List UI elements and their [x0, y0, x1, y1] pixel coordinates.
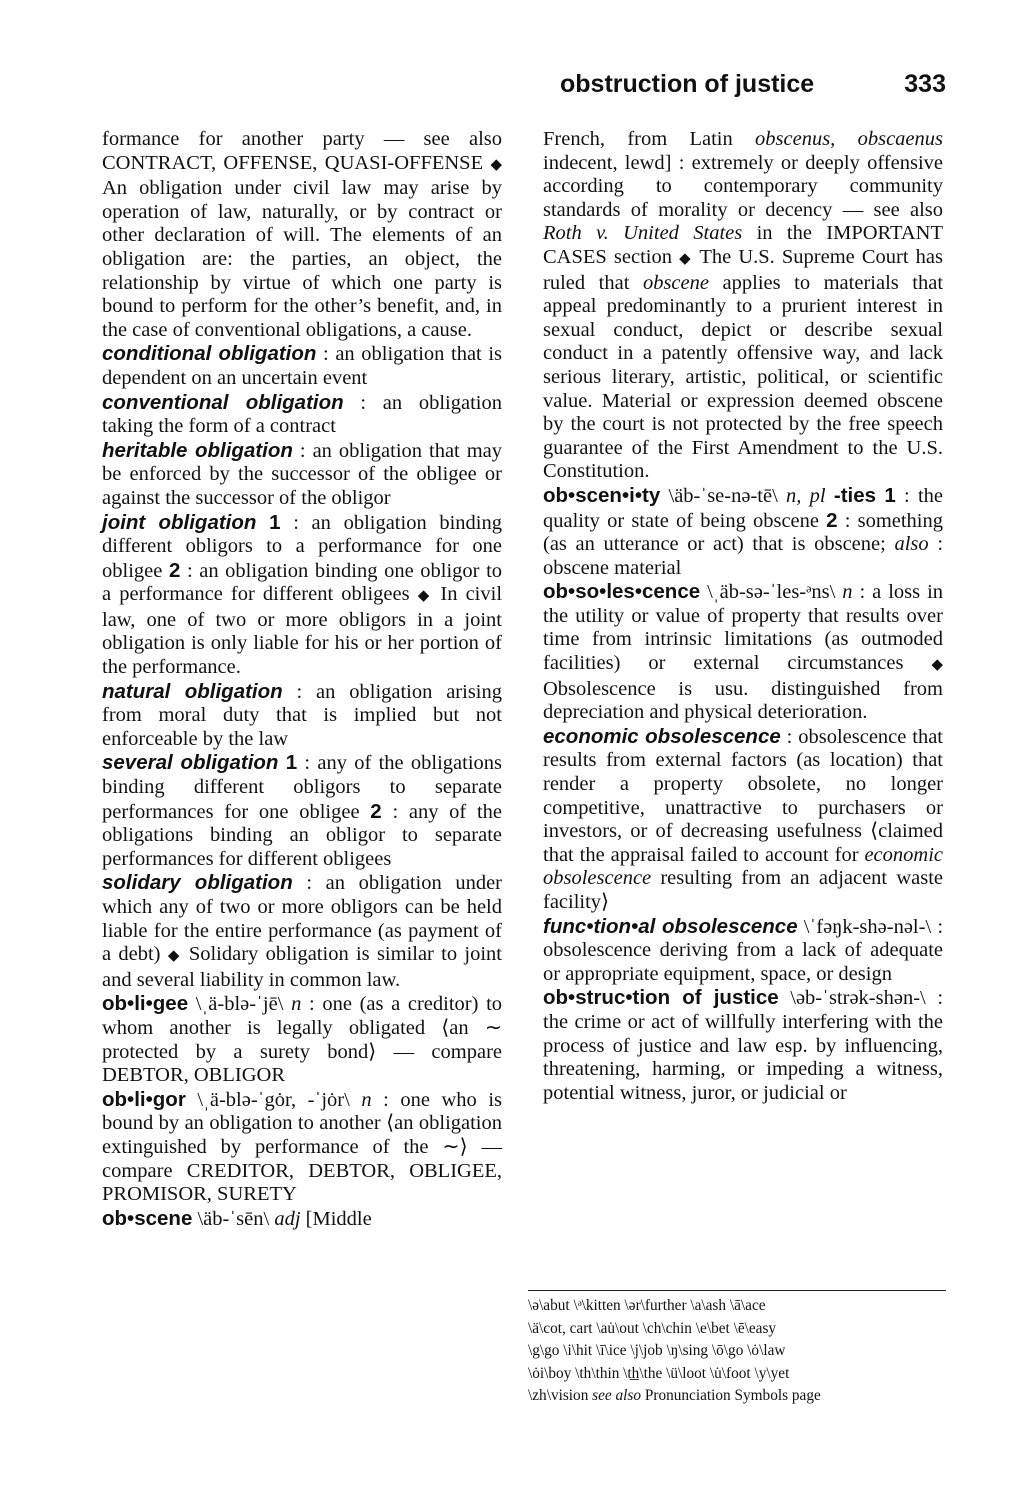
- subentry-term: heritable obligation: [102, 438, 293, 462]
- definition-tail: protected by a surety bond⟩ — compare: [102, 1040, 502, 1063]
- subentry-term: economic obsolescence: [543, 724, 781, 748]
- pronunciation: \äb-ˈse-nə-tē\: [668, 484, 778, 507]
- definition: : an obligation binding different obligors to a performance for one obligee: [102, 511, 503, 582]
- definition-tail: ⟩ — compare: [102, 1135, 502, 1182]
- cross-reference: IMPORTANT CASES: [543, 222, 944, 268]
- headword: ob•so•les•cence: [543, 580, 701, 604]
- definition-tail: resulting from an adjacent waste facility⟩: [543, 867, 943, 913]
- part-of-speech: n, pl: [786, 484, 826, 507]
- definition: : any of the obligations binding different obligors to separate performances for one obligee: [102, 752, 503, 823]
- diamond-icon: ◆: [931, 657, 943, 674]
- diamond-icon: ◆: [167, 948, 182, 965]
- sense-number: 2: [826, 508, 838, 532]
- pronunciation: \ˌäb-sə-ˈles-ᵊns\: [707, 581, 836, 604]
- definition: : an obligation under which any of two or more obligors can be held liable for the entire performance (as payment of a debt): [102, 872, 502, 966]
- pronunciation-key-line: \ȯi\boy \th\thin \t͟h\the \ü\loot \u̇\foot \y\yet: [528, 1364, 790, 1382]
- diamond-icon: ◆: [679, 250, 693, 267]
- usage-note: Obsolescence is usu. distinguished from depreciation and physical deterioration.: [543, 677, 943, 724]
- definition: : obsolescence that results from external factors (as location) that render a property obsolete, no longer competitive, unattractive to purchasers or investors, or of decreasing usefulness ⟨claimed that the appraisal failed to account for: [543, 725, 943, 866]
- see-also-label: see also: [592, 1387, 642, 1405]
- page-number: 333: [904, 70, 946, 98]
- definition: : obsolescence deriving from a lack of adequate or appropriate equipment, space, or design: [543, 915, 944, 985]
- pronunciation: \ˈfəŋk-shə-nəl-\: [803, 915, 932, 938]
- subentry-term: natural obligation: [102, 679, 283, 703]
- definition: : an obligation binding one obligor to a performance for different obligees: [102, 559, 503, 606]
- guide-word: obstruction of justice: [560, 70, 815, 98]
- part-of-speech: n: [291, 993, 302, 1016]
- sense-number: 1: [269, 510, 281, 534]
- connector-text: in the: [756, 222, 812, 245]
- pronunciation: \äb-ˈsēn\: [197, 1207, 270, 1230]
- usage-note: Solidary obligation is similar to joint and several liability in common law.: [102, 943, 502, 991]
- part-of-speech: n: [842, 581, 853, 604]
- definition: : one (as a creditor) to whom another is legally obligated ⟨an: [102, 993, 503, 1039]
- also-label: also: [894, 533, 929, 556]
- running-header: [560, 70, 946, 110]
- subentry-term: several obligation: [102, 751, 279, 775]
- left-column: [102, 128, 502, 1231]
- subentry-heritable: [102, 439, 502, 511]
- definition: : an obligation that may be enforced by the successor of the obligee or against the successor of the obligor: [102, 439, 503, 509]
- definition: : one who is bound by an obligation to another ⟨an obligation extinguished by performance of the: [102, 1088, 503, 1158]
- subentry-term: func•tion•al obsolescence: [543, 914, 798, 938]
- subentry-conventional: [102, 391, 502, 439]
- subentry-term: joint obligation: [102, 510, 257, 534]
- subentry-several: [102, 751, 502, 871]
- entry-obscene-continuation: [543, 128, 943, 484]
- subentry-joint: [102, 511, 502, 680]
- definition: : an obligation taking the form of a contract: [102, 391, 502, 438]
- part-of-speech: n: [361, 1088, 372, 1111]
- subentry-term: conventional obligation: [102, 390, 344, 414]
- subentry-natural: [102, 680, 502, 752]
- pronunciation-key-line: \g\go \i\hit \ī\ice \j\job \ŋ\sing \ō\go \ȯ\law: [528, 1342, 786, 1360]
- etymology: [Middle: [305, 1207, 372, 1230]
- sense-number: 2: [370, 799, 382, 823]
- usage-note: An obligation under civil law may arise by operation of law, naturally, or by contract or other declaration of will. The elements of an obligation are: the parties, an object, the relationship by virtue of which one party is bound to perform for the other’s benefit, and, in the case of conventional obligations, a cause.: [102, 177, 502, 341]
- headword: ob•scen•i•ty: [543, 483, 661, 507]
- pronunciation: \əb-ˈstrək-shən-\: [790, 987, 926, 1010]
- entry-obligee: [102, 992, 502, 1087]
- swung-dash: ∼: [442, 1135, 460, 1158]
- headword: ob•struc•tion of justice: [543, 986, 779, 1010]
- plural-form: -ties: [833, 483, 877, 507]
- usage-note-term: obscene: [642, 271, 709, 294]
- cross-reference: DEBTOR, OBLIGOR: [102, 1064, 285, 1087]
- definition: : extremely or deeply offensive according to contemporary community standards of morality or decency — see also: [543, 151, 943, 221]
- pronunciation-key: [528, 1290, 946, 1408]
- diamond-icon: ◆: [417, 588, 433, 605]
- etymology-latin: obscenus, obscaenus: [755, 128, 943, 150]
- diamond-icon: ◆: [490, 156, 503, 173]
- subentry-term: conditional obligation: [102, 342, 317, 366]
- pronunciation: \ˌä-blə-ˈgȯr, -ˈjȯr\: [197, 1088, 350, 1111]
- etymology: indecent, lewd]: [543, 151, 672, 174]
- definition: : something (as an utterance or act) that is obscene;: [543, 509, 943, 556]
- cross-reference: CREDITOR, DEBTOR, OBLIGEE, PROMISOR, SURETY: [102, 1159, 502, 1206]
- sense-number: 2: [168, 558, 181, 582]
- subentry-term: solidary obligation: [102, 871, 293, 895]
- entry-obstruction-of-justice: [543, 986, 943, 1105]
- sense-number: 1: [285, 751, 298, 775]
- cross-reference: CONTRACT, OFFENSE, QUASI-OFFENSE: [102, 151, 484, 174]
- pronunciation-key-line-last: [528, 1385, 946, 1408]
- usage-note: applies to materials that appeal predominantly to a prurient interest in sexual conduct, depict or describe sexual conduct in a patently offensive way, and lack serious literary, artistic, political, or scientific value. Material or expression deemed obscene by the court is not protected by the free speech guarantee of the First Amendment to the U.S. Constitution.: [543, 271, 944, 483]
- headword: ob•li•gor: [102, 1087, 186, 1111]
- see-also-target: Pronunciation Symbols page: [644, 1387, 821, 1405]
- definition: : an obligation that is dependent on an uncertain event: [102, 343, 503, 389]
- usage-note: The U.S. Supreme Court has ruled that: [543, 245, 943, 294]
- pronunciation-key-entry: \zh\vision: [528, 1387, 589, 1405]
- headword: ob•scene: [102, 1206, 193, 1230]
- entry-obligor: [102, 1088, 502, 1207]
- right-column: [543, 128, 943, 1105]
- pronunciation-key-line: \ə\abut \ᵊ\kitten \ər\further \a\ash \ā\ace: [528, 1297, 766, 1314]
- case-name: Roth v. United States: [543, 222, 743, 245]
- definition: : a loss in the utility or value of property that results over time from intrinsic limitations (as outmoded facilities) or external circumstances: [543, 581, 944, 675]
- subentry-solidary: [102, 871, 502, 992]
- subentry-economic: [543, 725, 943, 915]
- connector-text: section: [613, 245, 672, 268]
- subentry-functional: [543, 915, 943, 987]
- pronunciation-key-line: \ä\cot, cart \au̇\out \ch\chin \e\bet \ē\easy: [528, 1319, 777, 1337]
- subentry-conditional: [102, 342, 502, 390]
- definition: : obscene material: [543, 533, 944, 579]
- sense-number: 1: [884, 483, 896, 507]
- entry-obscenity: [543, 484, 943, 580]
- etymology: French, from Latin: [543, 128, 733, 150]
- example-term: economic obsolescence: [543, 843, 943, 890]
- pronunciation: \ˌä-blə-ˈjē\: [195, 993, 284, 1016]
- headword: ob•li•gee: [102, 992, 189, 1016]
- definition: : the crime or act of willfully interfering with the process of justice and law esp. by influencing, threatening, harming, or impeding a witness, potential witness, juror, or judicial or: [543, 987, 944, 1104]
- usage-note: In civil law, one of two or more obligors in a joint obligation is only liable for his or her portion of the performance.: [102, 583, 503, 679]
- obligation-entry-continuation: [102, 128, 502, 342]
- part-of-speech: adj: [274, 1207, 301, 1230]
- swung-dash: ∼: [484, 1016, 503, 1039]
- definition: : the quality or state of being obscene: [543, 484, 944, 532]
- definition: : any of the obligations binding an obligor to separate performances for different obligees: [102, 800, 503, 870]
- entry-obsolescence: [543, 580, 943, 725]
- continuation-text: formance for another party — see also: [102, 128, 502, 150]
- definition: : an obligation arising from moral duty that is implied but not enforceable by the law: [102, 680, 503, 750]
- entry-obscene-start: [102, 1207, 502, 1232]
